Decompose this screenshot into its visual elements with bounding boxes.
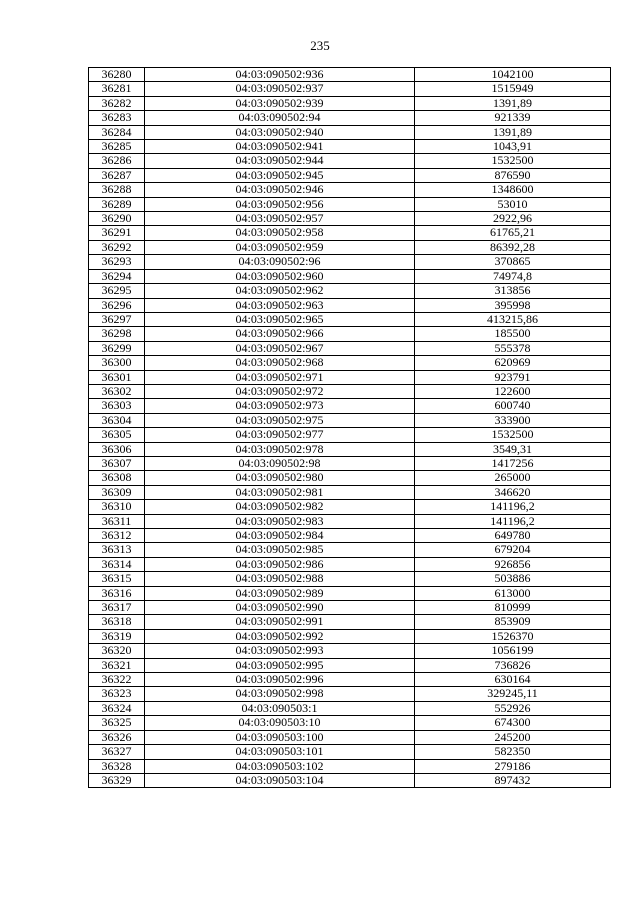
value-cell: 1391,89 xyxy=(415,125,611,139)
table-row xyxy=(89,168,611,182)
cadastral-number-cell: 04:03:090502:992 xyxy=(145,629,415,643)
value-cell: 185500 xyxy=(415,327,611,341)
value-cell: 582350 xyxy=(415,745,611,759)
table-row xyxy=(89,341,611,355)
row-number-cell: 36311 xyxy=(89,514,145,528)
row-number-cell: 36289 xyxy=(89,197,145,211)
table-row xyxy=(89,773,611,787)
page-number: 235 xyxy=(310,38,330,53)
row-number-cell: 36284 xyxy=(89,125,145,139)
cadastral-number-cell: 04:03:090503:1 xyxy=(145,701,415,715)
value-cell: 1532500 xyxy=(415,154,611,168)
cadastral-number-cell: 04:03:090502:941 xyxy=(145,140,415,154)
cadastral-number-cell: 04:03:090502:983 xyxy=(145,514,415,528)
value-cell: 600740 xyxy=(415,399,611,413)
row-number-cell: 36290 xyxy=(89,212,145,226)
table-row xyxy=(89,701,611,715)
cadastral-number-cell: 04:03:090503:100 xyxy=(145,730,415,744)
value-cell: 3549,31 xyxy=(415,442,611,456)
table-row xyxy=(89,500,611,514)
cadastral-number-cell: 04:03:090503:102 xyxy=(145,759,415,773)
table-row xyxy=(89,442,611,456)
value-cell: 2922,96 xyxy=(415,212,611,226)
row-number-cell: 36322 xyxy=(89,673,145,687)
table-row xyxy=(89,384,611,398)
table-row xyxy=(89,111,611,125)
cadastral-number-cell: 04:03:090502:959 xyxy=(145,240,415,254)
row-number-cell: 36319 xyxy=(89,629,145,643)
table-row xyxy=(89,183,611,197)
row-number-cell: 36286 xyxy=(89,154,145,168)
registry-table-body xyxy=(89,68,611,788)
cadastral-number-cell: 04:03:090502:939 xyxy=(145,96,415,110)
row-number-cell: 36287 xyxy=(89,168,145,182)
value-cell: 613000 xyxy=(415,586,611,600)
cadastral-number-cell: 04:03:090502:96 xyxy=(145,255,415,269)
row-number-cell: 36307 xyxy=(89,456,145,470)
cadastral-number-cell: 04:03:090502:996 xyxy=(145,673,415,687)
value-cell: 333900 xyxy=(415,413,611,427)
row-number-cell: 36294 xyxy=(89,269,145,283)
table-row xyxy=(89,716,611,730)
row-number-cell: 36329 xyxy=(89,773,145,787)
row-number-cell: 36306 xyxy=(89,442,145,456)
cadastral-number-cell: 04:03:090502:958 xyxy=(145,226,415,240)
row-number-cell: 36283 xyxy=(89,111,145,125)
cadastral-number-cell: 04:03:090502:945 xyxy=(145,168,415,182)
table-row xyxy=(89,96,611,110)
cadastral-number-cell: 04:03:090502:988 xyxy=(145,572,415,586)
table-row xyxy=(89,356,611,370)
value-cell: 313856 xyxy=(415,284,611,298)
cadastral-number-cell: 04:03:090502:978 xyxy=(145,442,415,456)
value-cell: 620969 xyxy=(415,356,611,370)
row-number-cell: 36305 xyxy=(89,428,145,442)
cadastral-number-cell: 04:03:090502:944 xyxy=(145,154,415,168)
value-cell: 1526370 xyxy=(415,629,611,643)
value-cell: 1348600 xyxy=(415,183,611,197)
row-number-cell: 36282 xyxy=(89,96,145,110)
table-row xyxy=(89,730,611,744)
value-cell: 810999 xyxy=(415,601,611,615)
table-row xyxy=(89,370,611,384)
table-row xyxy=(89,644,611,658)
cadastral-number-cell: 04:03:090502:972 xyxy=(145,384,415,398)
value-cell: 853909 xyxy=(415,615,611,629)
table-row xyxy=(89,456,611,470)
row-number-cell: 36313 xyxy=(89,543,145,557)
table-row xyxy=(89,154,611,168)
cadastral-number-cell: 04:03:090502:984 xyxy=(145,529,415,543)
row-number-cell: 36291 xyxy=(89,226,145,240)
table-row xyxy=(89,745,611,759)
row-number-cell: 36320 xyxy=(89,644,145,658)
cadastral-number-cell: 04:03:090502:971 xyxy=(145,370,415,384)
table-row xyxy=(89,312,611,326)
row-number-cell: 36301 xyxy=(89,370,145,384)
table-row xyxy=(89,413,611,427)
cadastral-number-cell: 04:03:090502:968 xyxy=(145,356,415,370)
table-row xyxy=(89,529,611,543)
table-row xyxy=(89,572,611,586)
row-number-cell: 36324 xyxy=(89,701,145,715)
table-row xyxy=(89,471,611,485)
row-number-cell: 36318 xyxy=(89,615,145,629)
cadastral-number-cell: 04:03:090502:990 xyxy=(145,601,415,615)
cadastral-number-cell: 04:03:090502:991 xyxy=(145,615,415,629)
table-row xyxy=(89,543,611,557)
table-row xyxy=(89,601,611,615)
row-number-cell: 36295 xyxy=(89,284,145,298)
row-number-cell: 36296 xyxy=(89,298,145,312)
cadastral-number-cell: 04:03:090502:967 xyxy=(145,341,415,355)
row-number-cell: 36280 xyxy=(89,68,145,82)
row-number-cell: 36299 xyxy=(89,341,145,355)
value-cell: 1042100 xyxy=(415,68,611,82)
row-number-cell: 36315 xyxy=(89,572,145,586)
cadastral-number-cell: 04:03:090502:94 xyxy=(145,111,415,125)
cadastral-number-cell: 04:03:090503:10 xyxy=(145,716,415,730)
value-cell: 61765,21 xyxy=(415,226,611,240)
row-number-cell: 36308 xyxy=(89,471,145,485)
row-number-cell: 36288 xyxy=(89,183,145,197)
value-cell: 555378 xyxy=(415,341,611,355)
cadastral-number-cell: 04:03:090502:998 xyxy=(145,687,415,701)
value-cell: 552926 xyxy=(415,701,611,715)
row-number-cell: 36326 xyxy=(89,730,145,744)
value-cell: 736826 xyxy=(415,658,611,672)
table-row xyxy=(89,615,611,629)
table-row xyxy=(89,125,611,139)
cadastral-number-cell: 04:03:090502:937 xyxy=(145,82,415,96)
value-cell: 1391,89 xyxy=(415,96,611,110)
cadastral-number-cell: 04:03:090502:995 xyxy=(145,658,415,672)
table-row xyxy=(89,557,611,571)
cadastral-number-cell: 04:03:090502:956 xyxy=(145,197,415,211)
value-cell: 1056199 xyxy=(415,644,611,658)
cadastral-number-cell: 04:03:090502:980 xyxy=(145,471,415,485)
row-number-cell: 36325 xyxy=(89,716,145,730)
value-cell: 1417256 xyxy=(415,456,611,470)
row-number-cell: 36316 xyxy=(89,586,145,600)
value-cell: 413215,86 xyxy=(415,312,611,326)
value-cell: 329245,11 xyxy=(415,687,611,701)
row-number-cell: 36323 xyxy=(89,687,145,701)
row-number-cell: 36285 xyxy=(89,140,145,154)
value-cell: 897432 xyxy=(415,773,611,787)
value-cell: 395998 xyxy=(415,298,611,312)
value-cell: 279186 xyxy=(415,759,611,773)
table-row xyxy=(89,284,611,298)
cadastral-number-cell: 04:03:090502:960 xyxy=(145,269,415,283)
row-number-cell: 36304 xyxy=(89,413,145,427)
row-number-cell: 36292 xyxy=(89,240,145,254)
table-row xyxy=(89,68,611,82)
value-cell: 265000 xyxy=(415,471,611,485)
table-row xyxy=(89,629,611,643)
table-row xyxy=(89,269,611,283)
row-number-cell: 36312 xyxy=(89,529,145,543)
table-row xyxy=(89,658,611,672)
row-number-cell: 36317 xyxy=(89,601,145,615)
value-cell: 876590 xyxy=(415,168,611,182)
value-cell: 1532500 xyxy=(415,428,611,442)
value-cell: 370865 xyxy=(415,255,611,269)
cadastral-number-cell: 04:03:090502:966 xyxy=(145,327,415,341)
value-cell: 649780 xyxy=(415,529,611,543)
row-number-cell: 36303 xyxy=(89,399,145,413)
row-number-cell: 36293 xyxy=(89,255,145,269)
cadastral-number-cell: 04:03:090502:962 xyxy=(145,284,415,298)
value-cell: 141196,2 xyxy=(415,500,611,514)
cadastral-number-cell: 04:03:090502:986 xyxy=(145,557,415,571)
cadastral-number-cell: 04:03:090502:965 xyxy=(145,312,415,326)
cadastral-number-cell: 04:03:090502:940 xyxy=(145,125,415,139)
table-row xyxy=(89,327,611,341)
row-number-cell: 36327 xyxy=(89,745,145,759)
value-cell: 1515949 xyxy=(415,82,611,96)
value-cell: 630164 xyxy=(415,673,611,687)
registry-table xyxy=(88,67,611,788)
table-row xyxy=(89,687,611,701)
value-cell: 674300 xyxy=(415,716,611,730)
cadastral-number-cell: 04:03:090502:977 xyxy=(145,428,415,442)
table-row xyxy=(89,82,611,96)
row-number-cell: 36298 xyxy=(89,327,145,341)
table-row xyxy=(89,514,611,528)
cadastral-number-cell: 04:03:090502:993 xyxy=(145,644,415,658)
table-row xyxy=(89,298,611,312)
row-number-cell: 36300 xyxy=(89,356,145,370)
value-cell: 923791 xyxy=(415,370,611,384)
cadastral-number-cell: 04:03:090502:975 xyxy=(145,413,415,427)
value-cell: 245200 xyxy=(415,730,611,744)
table-row xyxy=(89,399,611,413)
table-row xyxy=(89,240,611,254)
value-cell: 679204 xyxy=(415,543,611,557)
table-row xyxy=(89,673,611,687)
cadastral-number-cell: 04:03:090502:946 xyxy=(145,183,415,197)
cadastral-number-cell: 04:03:090502:982 xyxy=(145,500,415,514)
cadastral-number-cell: 04:03:090502:985 xyxy=(145,543,415,557)
row-number-cell: 36297 xyxy=(89,312,145,326)
table-row xyxy=(89,197,611,211)
value-cell: 1043,91 xyxy=(415,140,611,154)
value-cell: 53010 xyxy=(415,197,611,211)
row-number-cell: 36309 xyxy=(89,485,145,499)
row-number-cell: 36328 xyxy=(89,759,145,773)
cadastral-number-cell: 04:03:090502:989 xyxy=(145,586,415,600)
table-row xyxy=(89,485,611,499)
row-number-cell: 36302 xyxy=(89,384,145,398)
value-cell: 926856 xyxy=(415,557,611,571)
table-row xyxy=(89,759,611,773)
cadastral-number-cell: 04:03:090502:936 xyxy=(145,68,415,82)
table-row xyxy=(89,586,611,600)
table-row xyxy=(89,226,611,240)
value-cell: 74974,8 xyxy=(415,269,611,283)
cadastral-number-cell: 04:03:090503:101 xyxy=(145,745,415,759)
row-number-cell: 36314 xyxy=(89,557,145,571)
cadastral-number-cell: 04:03:090502:973 xyxy=(145,399,415,413)
value-cell: 141196,2 xyxy=(415,514,611,528)
table-row xyxy=(89,212,611,226)
row-number-cell: 36321 xyxy=(89,658,145,672)
cadastral-number-cell: 04:03:090502:981 xyxy=(145,485,415,499)
value-cell: 921339 xyxy=(415,111,611,125)
value-cell: 86392,28 xyxy=(415,240,611,254)
table-row xyxy=(89,140,611,154)
row-number-cell: 36310 xyxy=(89,500,145,514)
cadastral-number-cell: 04:03:090503:104 xyxy=(145,773,415,787)
cadastral-number-cell: 04:03:090502:98 xyxy=(145,456,415,470)
table-row xyxy=(89,255,611,269)
table-row xyxy=(89,428,611,442)
value-cell: 503886 xyxy=(415,572,611,586)
row-number-cell: 36281 xyxy=(89,82,145,96)
cadastral-number-cell: 04:03:090502:957 xyxy=(145,212,415,226)
cadastral-number-cell: 04:03:090502:963 xyxy=(145,298,415,312)
value-cell: 122600 xyxy=(415,384,611,398)
value-cell: 346620 xyxy=(415,485,611,499)
